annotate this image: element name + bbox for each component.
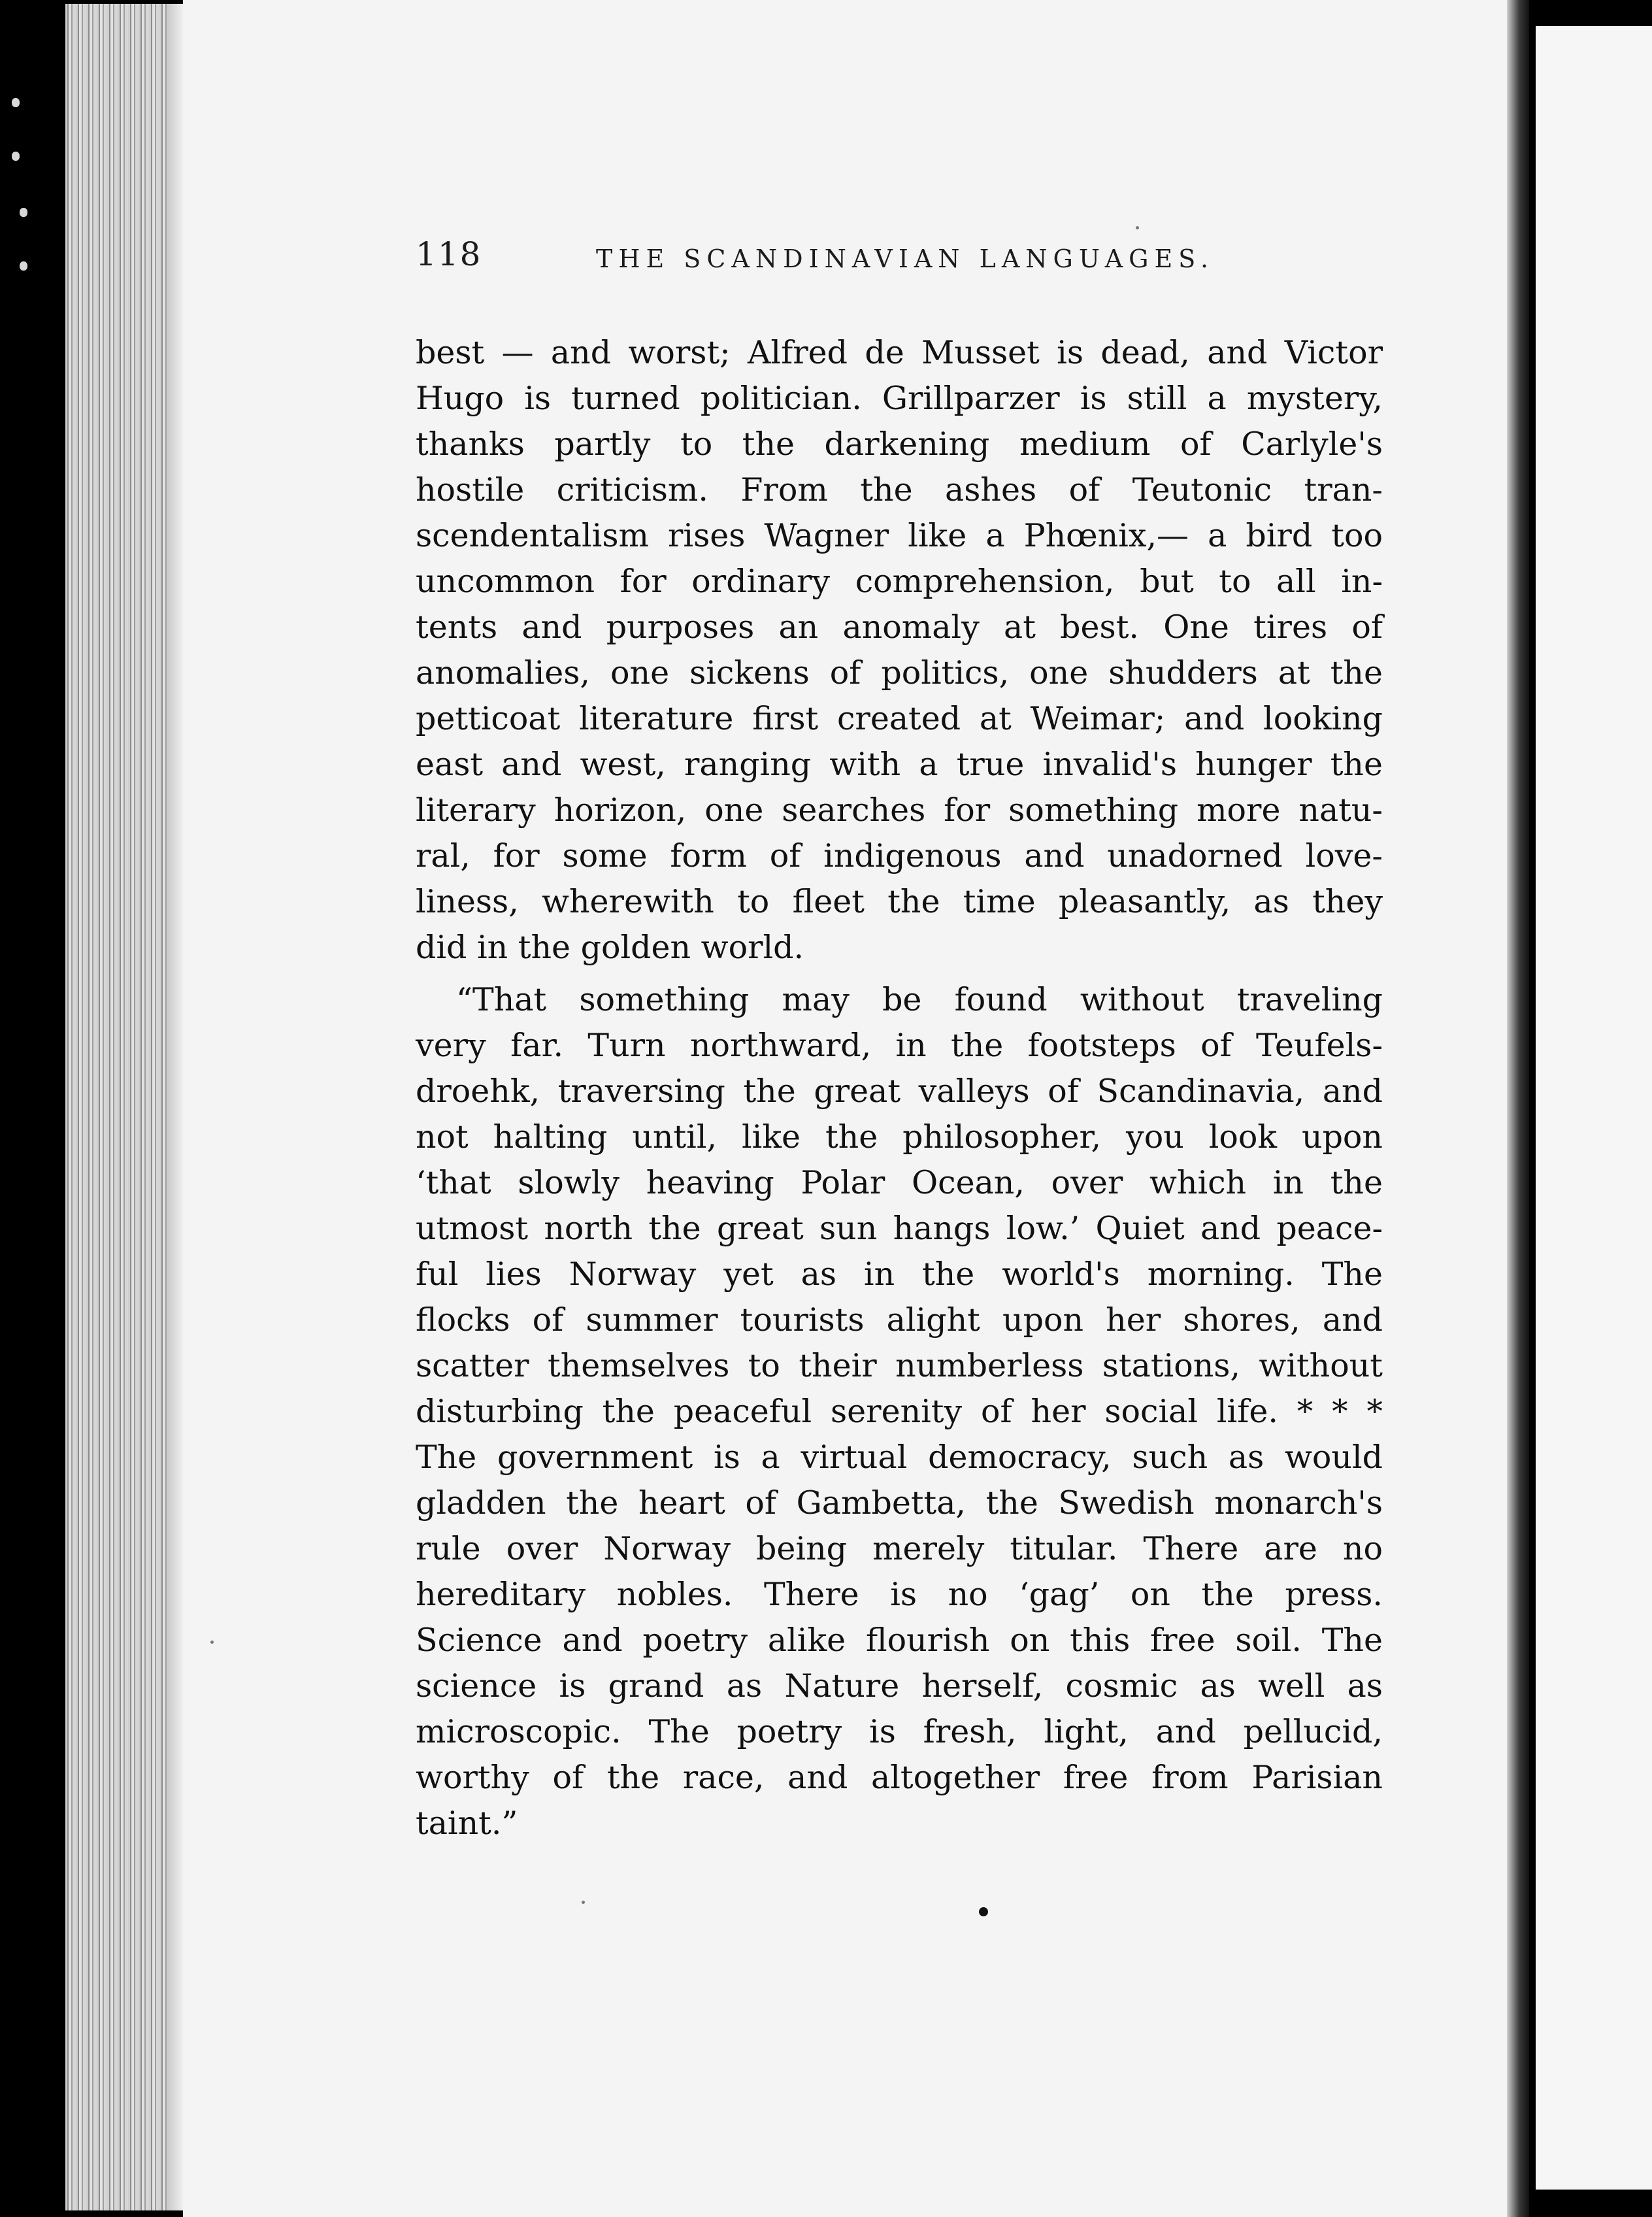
- text-line: thanks partly to the darkening medium of Carlyle's: [416, 425, 1383, 463]
- text-line: utmost north the great sun hangs low.’ Quiet and peace-: [416, 1210, 1383, 1247]
- paragraph: [416, 977, 1383, 1846]
- ink-spot: [582, 1901, 585, 1904]
- text-line: science is grand as Nature herself, cosmic as well as: [416, 1667, 1383, 1705]
- paragraph: [416, 330, 1383, 971]
- text-line: tents and purposes an anomaly at best. One tires of: [416, 608, 1383, 646]
- book-page-edges: [65, 4, 184, 2210]
- page-number: 118: [416, 235, 482, 273]
- ink-spot: [210, 1641, 214, 1644]
- body-text: [416, 330, 1383, 1846]
- scan-speck: [12, 98, 20, 107]
- text-line: droehk, traversing the great valleys of Scandinavia, and: [416, 1073, 1383, 1110]
- text-line: did in the golden world.: [416, 929, 804, 966]
- text-line: disturbing the peaceful serenity of her social life. * * *: [416, 1393, 1383, 1430]
- text-line: hereditary nobles. There is no ‘gag’ on the press.: [416, 1576, 1383, 1613]
- text-line: anomalies, one sickens of politics, one shudders at the: [416, 654, 1383, 692]
- text-line: literary horizon, one searches for something more natu-: [416, 792, 1383, 829]
- text-line: very far. Turn northward, in the footsteps of Teufels-: [416, 1027, 1383, 1064]
- text-line: petticoat literature first created at Weimar; and looking: [416, 700, 1383, 737]
- text-line: flocks of summer tourists alight upon her shores, and: [416, 1301, 1383, 1339]
- text-line: “That something may be found without traveling: [456, 981, 1383, 1018]
- ink-spot: [1136, 226, 1139, 229]
- scan-speck: [20, 261, 27, 271]
- text-line: gladden the heart of Gambetta, the Swedish monarch's: [416, 1484, 1383, 1522]
- text-line: taint.”: [416, 1805, 518, 1842]
- text-line: Hugo is turned politician. Grillparzer is still a mystery,: [416, 380, 1383, 417]
- ink-spot: [979, 1907, 988, 1916]
- text-line: Science and poetry alike flourish on this free soil. The: [416, 1622, 1383, 1659]
- text-line: worthy of the race, and altogether free from Parisian: [416, 1759, 1383, 1796]
- text-line: hostile criticism. From the ashes of Teutonic tran-: [416, 471, 1383, 508]
- text-line: ful lies Norway yet as in the world's morning. The: [416, 1256, 1383, 1293]
- text-line: microscopic. The poetry is fresh, light, and pellucid,: [416, 1713, 1383, 1750]
- text-line: The government is a virtual democracy, such as would: [416, 1439, 1383, 1476]
- facing-page-edge: [1536, 26, 1652, 2190]
- text-line: liness, wherewith to fleet the time pleasantly, as they: [416, 883, 1383, 920]
- text-line: east and west, ranging with a true invalid's hunger the: [416, 746, 1383, 783]
- text-line: uncommon for ordinary comprehension, but to all in-: [416, 563, 1383, 600]
- text-line: best — and worst; Alfred de Musset is dead, and Victor: [416, 334, 1383, 371]
- text-line: ral, for some form of indigenous and unadorned love-: [416, 837, 1383, 875]
- text-line: not halting until, like the philosopher, you look upon: [416, 1118, 1383, 1156]
- text-line: scendentalism rises Wagner like a Phœnix,— a bird too: [416, 517, 1383, 554]
- scan-speck: [12, 152, 20, 161]
- running-header: [416, 235, 1215, 288]
- scan-speck: [20, 208, 27, 217]
- page-gutter-shadow: [1507, 0, 1529, 2217]
- text-line: rule over Norway being merely titular. There are no: [416, 1530, 1383, 1567]
- text-line: ‘that slowly heaving Polar Ocean, over which in the: [416, 1164, 1383, 1201]
- text-line: scatter themselves to their numberless stations, without: [416, 1347, 1383, 1384]
- running-title: THE SCANDINAVIAN LANGUAGES.: [596, 244, 1215, 273]
